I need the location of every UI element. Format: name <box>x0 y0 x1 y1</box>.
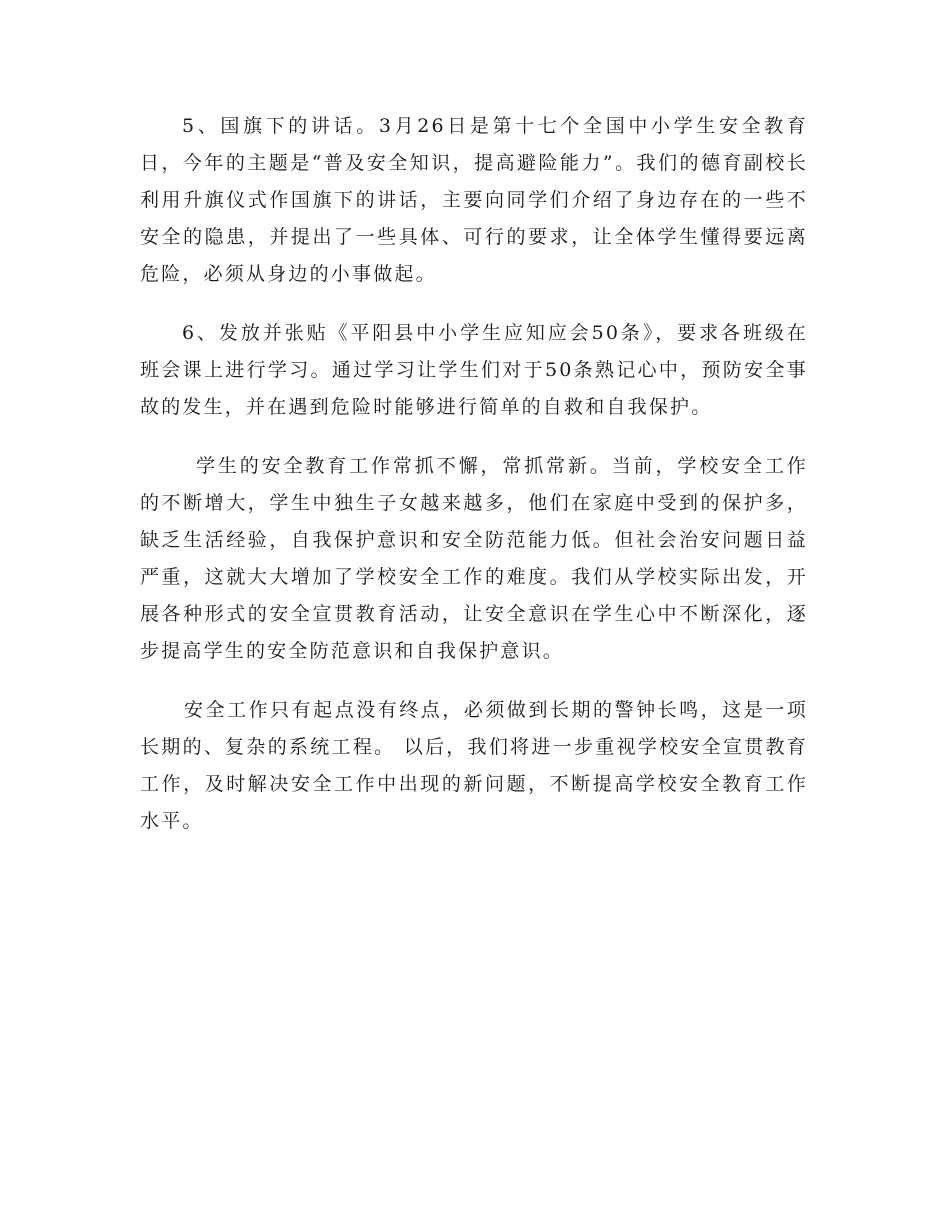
paragraph-rules-distribution: 6、发放并张贴《平阳县中小学生应知应会50条》，要求各班级在班会课上进行学习。通过学习让学生们对于50条熟记心中，预防安全事故的发生，并在遇到危险时能够进行简单的自救和自我保护。 <box>140 322 808 418</box>
paragraph-safety-education-summary: 学生的安全教育工作常抓不懈，常抓常新。当前，学校安全工作的不断增大，学生中独生子女越来越多，他们在家庭中受到的保护多，缺乏生活经验，自我保护意识和安全防范能力低。但社会治安问题日益严重，这就大大增加了学校安全工作的难度。我们从学校实际出发，开展各种形式的安全宣贯教育活动，让安全意识在学生心中不断深化，逐步提高学生的安全防范意识和自我保护意识。 <box>140 455 808 662</box>
document-body <box>140 108 808 862</box>
paragraph-flag-speech: 5、国旗下的讲话。3月26日是第十七个全国中小学生安全教育日，今年的主题是“普及安全知识，提高避险能力”。我们的德育副校长利用升旗仪式作国旗下的讲话，主要向同学们介绍了身边存在的一些不安全的隐患，并提出了一些具体、可行的要求，让全体学生懂得要远离危险，必须从身边的小事做起。 <box>140 115 808 285</box>
paragraph-conclusion: 安全工作只有起点没有终点，必须做到长期的警钟长鸣，这是一项长期的、复杂的系统工程。 以后，我们将进一步重视学校安全宣贯教育工作，及时解决安全工作中出现的新问题，不断提高学校安全教育工作水平。 <box>140 699 808 832</box>
